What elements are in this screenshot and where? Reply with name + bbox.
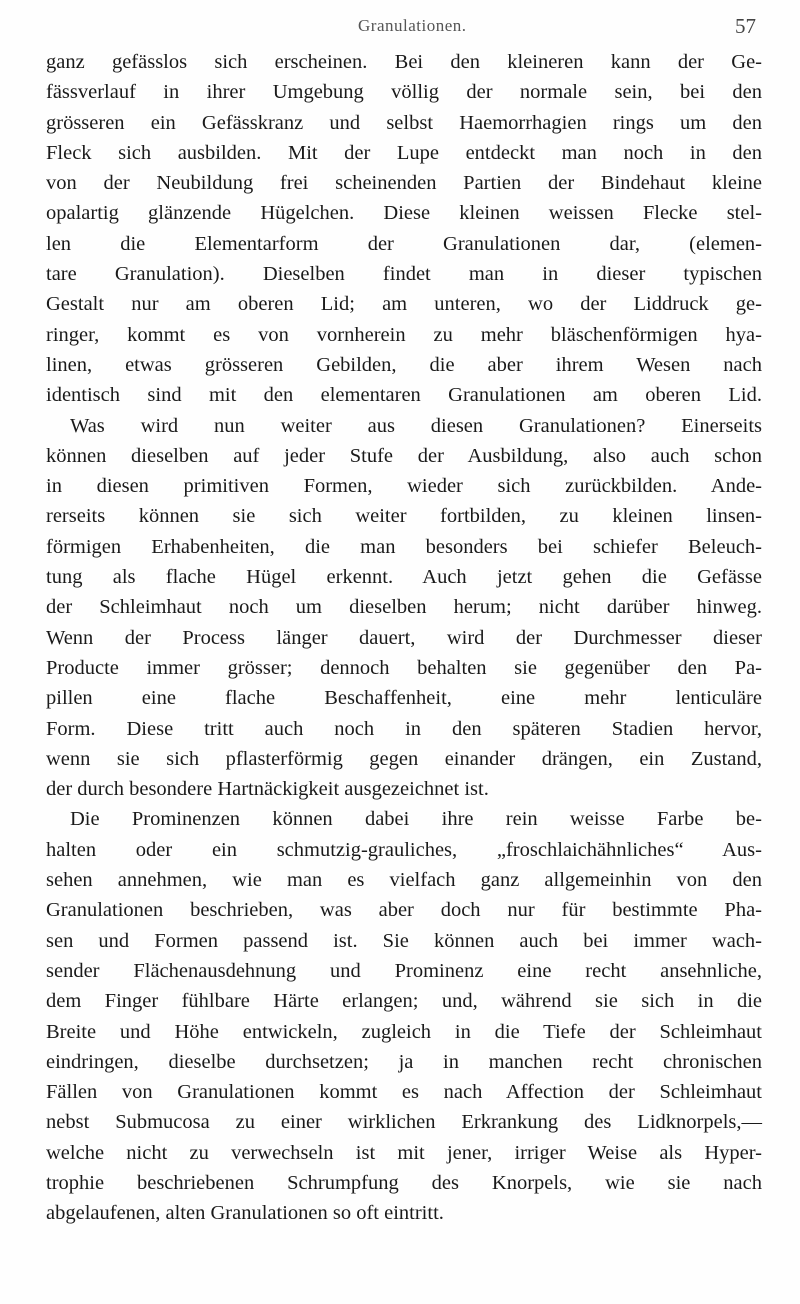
text-line: eindringen, dieselbe durchsetzen; ja in manchen recht chronischen [46,1050,762,1073]
text-line: sen und Formen passend ist. Sie können auch bei immer wach- [46,929,762,952]
text-line: linen, etwas grösseren Gebilden, die aber ihrem Wesen nach [46,353,762,376]
text-line: Form. Diese tritt auch noch in den späteren Stadien hervor, [46,717,762,740]
text-line: in diesen primitiven Formen, wieder sich zurückbilden. Ande- [46,475,762,498]
text-line: Was wird nun weiter aus diesen Granulationen? Einerseits [70,414,762,437]
text-line: Granulationen beschrieben, was aber doch nur für bestimmte Pha- [46,899,762,922]
text-line: förmigen Erhabenheiten, die man besonders bei schiefer Beleuch- [46,535,762,558]
text-line: halten oder ein schmutzig-grauliches, „froschlaichähnliches“ Aus- [46,838,762,861]
text-line: abgelaufenen, alten Granulationen so oft eintritt. [46,1202,444,1225]
text-line: Breite und Höhe entwickeln, zugleich in die Tiefe der Schleimhaut [46,1020,762,1043]
text-line: len die Elementarform der Granulationen dar, (elemen- [46,232,762,255]
text-line: Fällen von Granulationen kommt es nach Affection der Schleimhaut [46,1081,762,1104]
text-line: identisch sind mit den elementaren Granulationen am oberen Lid. [46,384,762,407]
text-line: ganz gefässlos sich erscheinen. Bei den kleineren kann der Ge- [46,51,762,73]
text-line: trophie beschriebenen Schrumpfung des Knorpels, wie sie nach [46,1171,762,1194]
text-line: tare Granulation). Dieselben findet man in dieser typischen [46,263,762,286]
text-line: pillen eine flache Beschaffenheit, eine mehr lenticuläre [46,687,762,710]
text-line: dem Finger fühlbare Härte erlangen; und, während sie sich in die [46,990,762,1013]
text-line: wenn sie sich pflasterförmig gegen einander drängen, ein Zustand, [46,747,762,770]
text-line: rerseits können sie sich weiter fortbilden, zu kleinen linsen- [46,505,762,528]
text-line: Gestalt nur am oberen Lid; am unteren, wo der Liddruck ge- [46,293,762,316]
text-line: Wenn der Process länger dauert, wird der Durchmesser dieser [46,626,762,649]
text-line: Producte immer grösser; dennoch behalten sie gegenüber den Pa- [46,656,762,679]
text-line: opalartig glänzende Hügelchen. Diese kleinen weissen Flecke stel- [46,202,762,225]
text-line: fässverlauf in ihrer Umgebung völlig der normale sein, bei den [46,81,762,104]
text-line: nebst Submucosa zu einer wirklichen Erkrankung des Lidknorpels,— [46,1111,762,1134]
text-line: grösseren ein Gefässkranz und selbst Haemorrhagien rings um den [46,111,762,134]
text-line: können dieselben auf jeder Stufe der Ausbildung, also auch schon [46,444,762,467]
text-line: Fleck sich ausbilden. Mit der Lupe entdeckt man noch in den [46,141,762,164]
text-line: Die Prominenzen können dabei ihre rein weisse Farbe be- [70,808,762,831]
text-line: der Schleimhaut noch um dieselben herum; nicht darüber hinweg. [46,596,762,619]
body-text [46,47,762,1229]
running-head [0,14,800,40]
text-line: tung als flache Hügel erkennt. Auch jetzt gehen die Gefässe [46,566,762,589]
text-line: von der Neubildung frei scheinenden Partien der Bindehaut kleine [46,172,762,195]
text-line: der durch besondere Hartnäckigkeit ausgezeichnet ist. [46,778,489,801]
text-line: sender Flächenausdehnung und Prominenz eine recht ansehnliche, [46,959,762,982]
page-number: 57 [735,14,756,38]
running-title: Granulationen. [358,16,467,35]
text-line: sehen annehmen, wie man es vielfach ganz allgemeinhin von den [46,869,762,892]
text-line: ringer, kommt es von vornherein zu mehr bläschenförmigen hya- [46,323,762,346]
text-line: welche nicht zu verwechseln ist mit jener, irriger Weise als Hyper- [46,1141,762,1164]
